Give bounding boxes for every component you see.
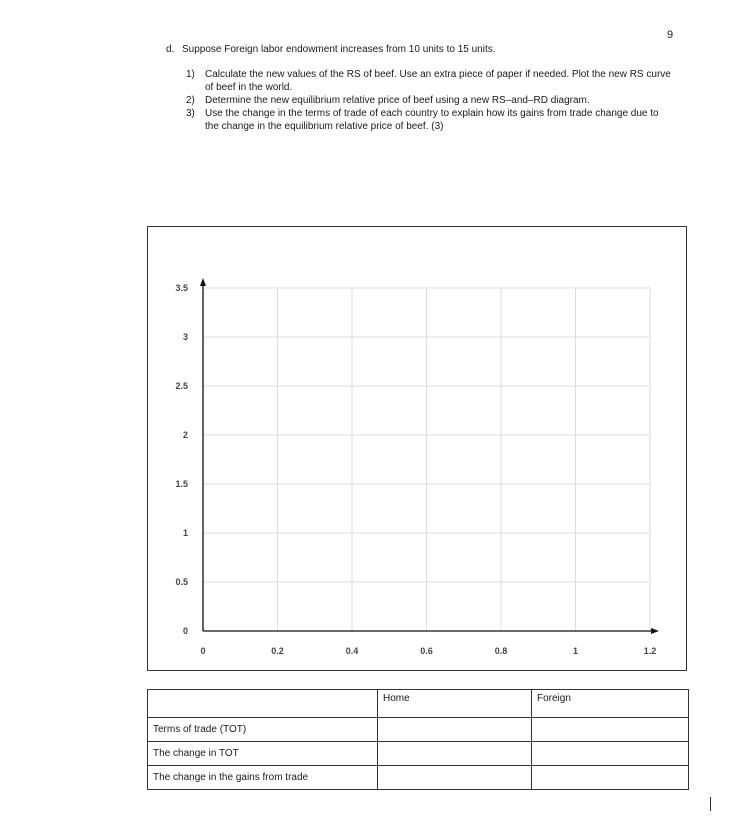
table-row	[148, 742, 689, 766]
y-tick-label: 2.5	[175, 381, 188, 391]
x-axis-arrow-icon	[651, 628, 659, 634]
question-item-text: Use the change in the terms of trade of each country to explain how its gains from trade change due to the change in the equilibrium relative price of beef. (3)	[205, 108, 659, 132]
question-text: Suppose Foreign labor endowment increases from 10 units to 15 units.	[182, 44, 496, 55]
y-tick-labels	[175, 283, 188, 636]
table-header-cell	[148, 690, 378, 718]
x-tick-label: 1.2	[643, 646, 657, 656]
table-cell-home[interactable]	[378, 742, 532, 766]
table-cell-home[interactable]	[378, 766, 532, 790]
y-axis-arrow-icon	[200, 278, 206, 286]
y-tick-label: 3	[182, 332, 188, 342]
graph-frame	[147, 226, 687, 671]
y-tick-label: 0	[182, 626, 188, 636]
y-tick-label: 2	[182, 430, 188, 440]
x-tick-label: 0.2	[271, 646, 284, 656]
x-tick-labels	[200, 646, 656, 656]
question-item	[186, 68, 675, 94]
question-item	[186, 107, 675, 133]
blank-graph[interactable]	[148, 227, 688, 672]
table-row-label: The change in TOT	[148, 742, 378, 766]
table-cell-foreign[interactable]	[532, 766, 689, 790]
table-header-cell: Foreign	[532, 690, 689, 718]
table-cell-foreign[interactable]	[532, 742, 689, 766]
table-header-row	[148, 690, 689, 718]
page-number: 9	[667, 29, 674, 41]
text-cursor	[710, 797, 711, 811]
table-header-cell: Home	[378, 690, 532, 718]
answer-table	[147, 689, 689, 790]
table-row	[148, 766, 689, 790]
table-cell-home[interactable]	[378, 718, 532, 742]
x-tick-label: 0	[200, 646, 206, 656]
table-row	[148, 718, 689, 742]
x-tick-label: 0.8	[494, 646, 508, 656]
x-tick-label: 1	[572, 646, 579, 656]
question-item	[186, 94, 675, 107]
table-cell-foreign[interactable]	[532, 718, 689, 742]
question-item-text: Calculate the new values of the RS of beef. Use an extra piece of paper if needed. Plot the new RS curve of beef in the world.	[205, 69, 671, 93]
question-heading	[166, 44, 496, 55]
y-tick-label: 1.5	[175, 479, 188, 489]
question-items	[186, 68, 675, 133]
question-label: d.	[166, 44, 175, 55]
question-item-number: 2)	[186, 95, 195, 106]
y-tick-label: 3.5	[175, 283, 188, 293]
question-item-number: 1)	[186, 69, 195, 80]
question-item-number: 3)	[186, 108, 195, 119]
table-row-label: Terms of trade (TOT)	[148, 718, 378, 742]
x-tick-label: 0.6	[420, 646, 433, 656]
y-tick-label: 0.5	[175, 577, 188, 587]
grid-vertical-lines	[278, 287, 651, 631]
question-item-text: Determine the new equilibrium relative price of beef using a new RS–and–RD diagram.	[205, 95, 590, 106]
x-tick-label: 0.4	[345, 646, 359, 656]
table-row-label: The change in the gains from trade	[148, 766, 378, 790]
y-tick-label: 1	[182, 528, 188, 538]
